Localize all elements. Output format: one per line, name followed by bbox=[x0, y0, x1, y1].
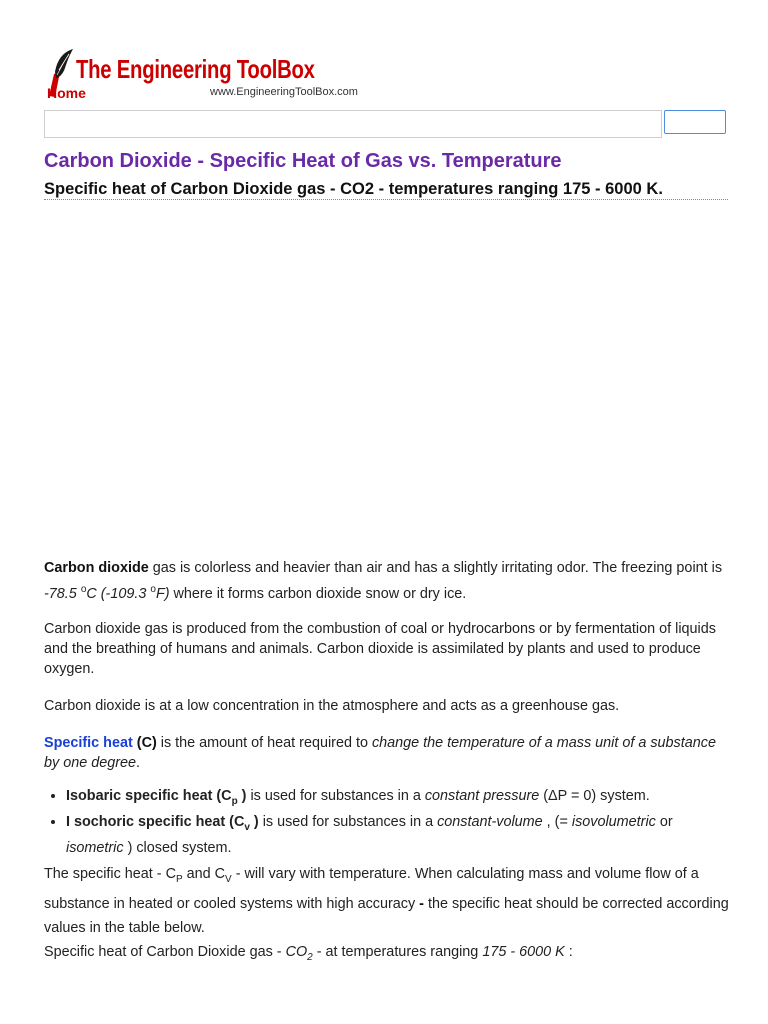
site-url: www.EngineeringToolBox.com bbox=[210, 86, 358, 98]
production-paragraph: Carbon dioxide gas is produced from the combustion of coal or hydrocarbons or by fermentation of liquids and the breathing of humans and animals. Carbon dioxide is assimilated by plants and used to produce oxygen. bbox=[44, 621, 716, 677]
search-input[interactable] bbox=[44, 110, 662, 138]
text: is used for substances in a bbox=[246, 788, 425, 804]
list-item-isochoric bbox=[66, 812, 734, 858]
text: is the amount of heat required to bbox=[156, 735, 372, 751]
text: where it forms carbon dioxide snow or dry ice. bbox=[169, 585, 467, 602]
freezing-point-c: -78.5 bbox=[44, 585, 81, 602]
degree-sup: o bbox=[80, 584, 87, 595]
italic-text: change the temperature of a mass unit of a substance by one degree bbox=[44, 735, 716, 771]
page-title: Carbon Dioxide - Specific Heat of Gas vs. Temperature bbox=[44, 150, 562, 172]
bold-term: Isobaric specific heat (C bbox=[66, 788, 232, 804]
italic-text: CO bbox=[285, 944, 308, 960]
subscript: 2 bbox=[307, 951, 313, 963]
text: - at temperatures ranging bbox=[312, 944, 483, 960]
specific-heat-link[interactable]: Specific heat bbox=[44, 735, 133, 751]
bold-term-end: ) bbox=[249, 813, 259, 830]
home-link[interactable]: Home bbox=[47, 85, 86, 101]
temperature-variation-paragraph bbox=[44, 862, 734, 940]
list-item-isobaric bbox=[66, 786, 734, 812]
page-subtitle: Specific heat of Carbon Dioxide gas - CO2 - temperatures ranging 175 - 6000 K. bbox=[44, 180, 663, 198]
degree-sup: o bbox=[150, 584, 156, 595]
title-divider bbox=[44, 199, 728, 200]
bold-lead: Carbon dioxide bbox=[44, 560, 149, 576]
italic-text: isovolumetric bbox=[571, 813, 656, 830]
freezing-point-unit: C (-109.3 bbox=[86, 585, 151, 602]
subscript: p bbox=[231, 795, 238, 807]
text: : bbox=[564, 944, 573, 960]
text: is used for substances in a bbox=[258, 813, 438, 830]
text: , (= bbox=[542, 813, 572, 830]
subscript: P bbox=[175, 873, 183, 885]
bold-term-end: ) bbox=[237, 788, 247, 804]
specific-heat-list bbox=[44, 786, 734, 858]
bold-c: (C) bbox=[132, 735, 157, 751]
bold-dash: - bbox=[419, 895, 424, 912]
text: Specific heat of Carbon Dioxide gas - bbox=[44, 944, 286, 960]
atmosphere-paragraph: Carbon dioxide is at a low concentration in the atmosphere and acts as a greenhouse gas. bbox=[44, 698, 620, 714]
bold-term: I sochoric specific heat (C bbox=[66, 813, 245, 830]
italic-text: constant-volume bbox=[437, 813, 543, 830]
table-intro-paragraph bbox=[44, 942, 734, 968]
subscript: v bbox=[244, 821, 250, 833]
blank-ad-area bbox=[44, 210, 728, 540]
text: gas is colorless and heavier than air and has a slightly irritating odor. The freezing point is bbox=[148, 560, 723, 576]
site-logo-title[interactable]: The Engineering ToolBox bbox=[76, 54, 315, 84]
italic-text: isometric bbox=[66, 839, 124, 856]
intro-paragraph bbox=[44, 558, 734, 605]
text: (ΔP = 0) system. bbox=[539, 788, 650, 804]
italic-text: constant pressure bbox=[424, 788, 540, 804]
freezing-point-f: F) bbox=[155, 585, 170, 602]
search-button[interactable] bbox=[664, 110, 726, 134]
italic-range: 175 - 6000 K bbox=[482, 944, 565, 960]
text: . bbox=[136, 755, 141, 771]
text: or bbox=[655, 813, 673, 830]
text: and C bbox=[182, 866, 226, 882]
text: the specific heat should be corrected according values in the table below. bbox=[44, 895, 729, 936]
specific-heat-definition bbox=[44, 733, 734, 773]
text: The specific heat - C bbox=[44, 866, 176, 882]
text: - will vary with temperature. When calculating mass and volume flow of a substance in heated or cooled systems with high accuracy bbox=[44, 866, 699, 912]
subscript: V bbox=[225, 873, 232, 885]
text: ) closed system. bbox=[123, 839, 232, 856]
